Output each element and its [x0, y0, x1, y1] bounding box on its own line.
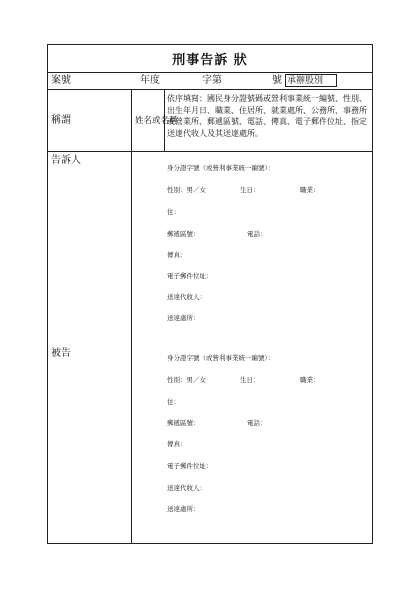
case-no-label: 案號 — [51, 75, 71, 86]
complainant-job-field[interactable]: 職業： — [300, 186, 320, 194]
complainant-fax-field[interactable]: 傳真： — [167, 251, 187, 259]
complainant-label: 告訴人 — [51, 155, 81, 166]
fill-instructions: 依序填寫：國民身分證號碼或營利事業統一編號、性別、出生年月日、職業、住居所、就業處所、公務所、事務所或營業所、郵遞區號、電話、傳真、電子郵件位址、指定送達代收人及其送達處所。 — [167, 94, 367, 138]
defendant-phone-field[interactable]: 電話： — [247, 419, 267, 427]
word-label: 字第 — [202, 75, 222, 86]
divider-under-name-row — [47, 151, 373, 152]
complainant-postal-field[interactable]: 郵遞區號： — [167, 230, 200, 238]
complainant-birth-field[interactable]: 生日： — [240, 186, 260, 194]
defendant-service-field[interactable]: 送達處所： — [167, 505, 200, 513]
complainant-gender-field[interactable]: 性別：男／女 — [167, 186, 206, 194]
defendant-id-field[interactable]: 身分證字號（或營利事業統一編號）： — [167, 354, 275, 362]
divider-label-column — [131, 89, 132, 544]
divider-under-title — [47, 72, 373, 73]
defendant-address-field[interactable]: 住： — [167, 398, 180, 406]
number-label: 號 — [272, 75, 282, 86]
year-label: 年度 — [140, 75, 160, 86]
complainant-email-field[interactable]: 電子郵件位址： — [167, 272, 213, 280]
defendant-job-field[interactable]: 職業： — [300, 376, 320, 384]
defendant-email-field[interactable]: 電子郵件位址： — [167, 462, 213, 470]
defendant-birth-field[interactable]: 生日： — [240, 376, 260, 384]
complainant-phone-field[interactable]: 電話： — [247, 230, 267, 238]
defendant-gender-field[interactable]: 性別：男／女 — [167, 376, 206, 384]
divider-under-header-row — [47, 89, 373, 90]
defendant-agent-field[interactable]: 送達代收人： — [167, 484, 206, 492]
complainant-agent-field[interactable]: 送達代收人： — [167, 293, 206, 301]
form-title: 刑事告訴 狀 — [172, 52, 248, 68]
defendant-label: 被告 — [51, 348, 71, 359]
name-label: 姓名或名稱 — [135, 116, 178, 126]
complainant-service-field[interactable]: 送達處所： — [167, 314, 200, 322]
defendant-fax-field[interactable]: 傳真： — [167, 440, 187, 448]
defendant-postal-field[interactable]: 郵遞區號： — [167, 419, 200, 427]
complainant-id-field[interactable]: 身分證字號（或營利事業統一編號）： — [167, 164, 275, 172]
complainant-address-field[interactable]: 住： — [167, 208, 180, 216]
division-label: 承辦股別 — [287, 76, 324, 86]
title-label: 稱謂 — [51, 115, 71, 126]
